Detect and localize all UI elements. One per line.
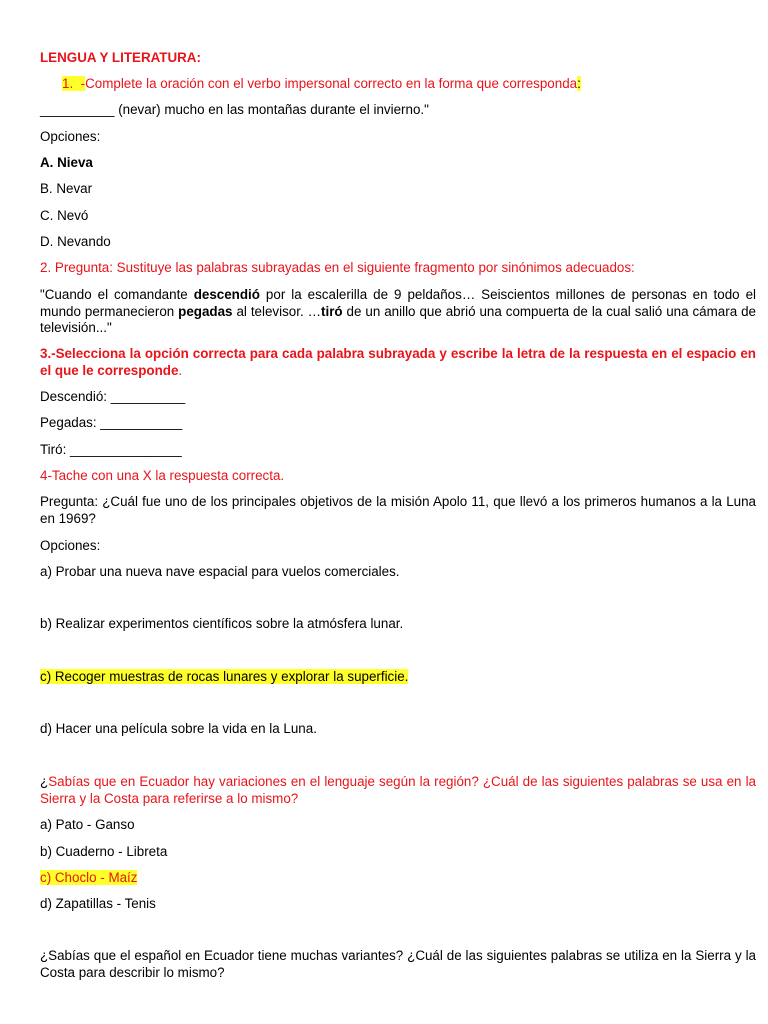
question-4-title: 4-Tache con una X la respuesta correcta. <box>40 468 285 483</box>
question-5-text: Sabías que en Ecuador hay variaciones en el lenguaje según la región? ¿Cuál de las siguientes palabras se usa en la Sierra y la Costa para referirse a lo mismo? <box>40 774 756 806</box>
underlined-word-tiro: tiró <box>321 303 343 319</box>
question-1-dash: - <box>80 76 86 91</box>
question-1-colon: : <box>577 76 581 91</box>
question-1-sentence: __________ (nevar) mucho en las montañas durante el invierno." <box>40 102 429 117</box>
question-6-title: ¿Sabías que el español en Ecuador tiene muchas variantes? ¿Cuál de las siguientes palabras se utiliza en la Sierra y la Costa para describir lo mismo? <box>40 948 756 980</box>
question-5-title <box>40 774 756 807</box>
fragment-text: de un anillo que abrió una compuerta de la cual salió una cámara de televisión..." <box>40 303 756 335</box>
fragment-text: "Cuando el comandante <box>40 287 194 302</box>
question-1-option-c: C. Nevó <box>40 208 89 223</box>
question-5-option-a: a) Pato - Ganso <box>40 817 135 832</box>
fragment-text: por la escalerilla de 9 peldaños… Seiscientos millones de personas en todo el mundo permanecieron <box>40 287 756 319</box>
question-4-option-a: a) Probar una nueva nave espacial para vuelos comerciales. <box>40 564 400 579</box>
question-3-title <box>40 346 756 379</box>
question-2-fragment <box>40 287 756 337</box>
question-1-text: Complete la oración con el verbo impersonal correcto en la forma que corresponda <box>85 76 578 91</box>
question-4-option-c <box>40 669 756 686</box>
section-heading: LENGUA Y LITERATURA: <box>40 50 201 65</box>
underlined-word-pegadas: pegadas <box>178 303 233 319</box>
question-1-option-d: D. Nevando <box>40 234 111 249</box>
highlighted-answer: c) Choclo - Maíz <box>40 870 138 885</box>
underlined-word-descendio: descendió <box>193 287 260 302</box>
question-5-option-c <box>40 870 756 887</box>
question-1-number: 1. <box>62 76 74 91</box>
question-5-option-d: d) Zapatillas - Tenis <box>40 896 156 911</box>
answer-field-pegadas: Pegadas: ___________ <box>40 415 183 430</box>
question-2-title: 2. Pregunta: Sustituye las palabras subrayadas en el siguiente fragmento por sinónimos adecuados: <box>40 260 635 275</box>
question-3-text: 3.-Selecciona la opción correcta para cada palabra subrayada y escribe la letra de la respuesta en el espacio en el que le corresponde <box>40 346 756 378</box>
question-3-period: . <box>178 362 183 378</box>
answer-field-tiro: Tiró: _______________ <box>40 442 182 457</box>
question-1-instruction <box>62 76 756 93</box>
question-1-options-label: Opciones: <box>40 129 101 144</box>
question-1-option-a: A. Nieva <box>40 155 93 170</box>
question-4-text: Pregunta: ¿Cuál fue uno de los principales objetivos de la misión Apolo 11, que llevó a los primeros humanos a la Luna en 1969? <box>40 494 756 526</box>
fragment-text: al televisor. … <box>232 303 322 319</box>
question-4-options-label: Opciones: <box>40 538 101 553</box>
question-5-option-b: b) Cuaderno - Libreta <box>40 844 168 859</box>
question-4-option-d: d) Hacer una película sobre la vida en la Luna. <box>40 721 317 736</box>
question-1-option-b: B. Nevar <box>40 181 93 196</box>
question-5-prefix: ¿ <box>40 774 49 789</box>
highlighted-answer: c) Recoger muestras de rocas lunares y explorar la superficie. <box>40 669 409 684</box>
answer-field-descendio: Descendió: __________ <box>40 389 186 404</box>
question-4-option-b: b) Realizar experimentos científicos sobre la atmósfera lunar. <box>40 616 404 631</box>
